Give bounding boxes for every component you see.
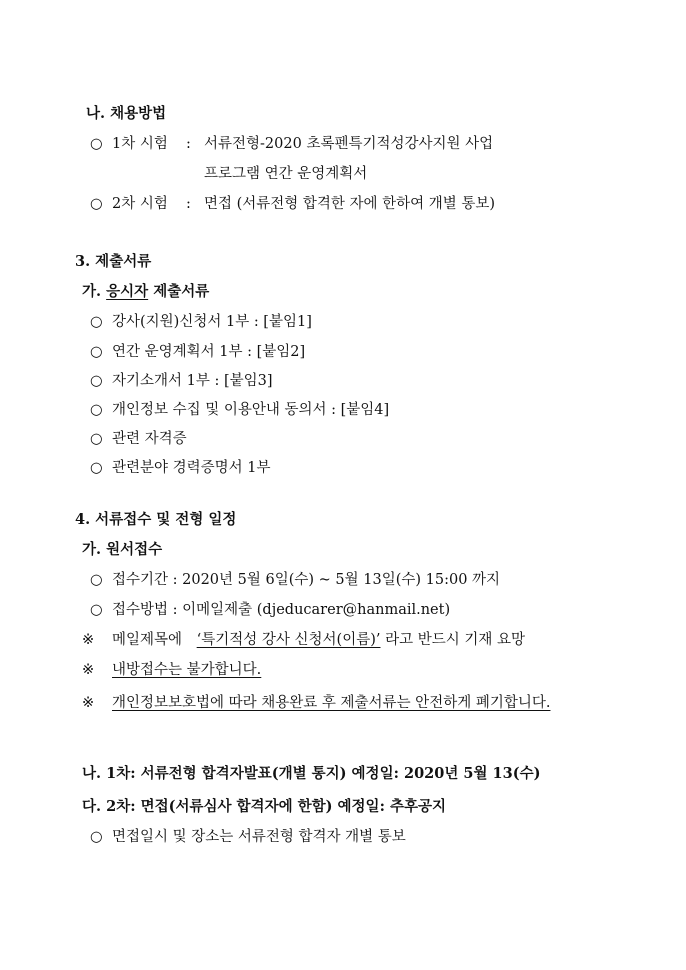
bullet-circle: ○ — [90, 136, 103, 152]
item-text: 자기소개서 1부 : [붙임3] — [112, 373, 273, 389]
bullet-circle: ○ — [90, 402, 103, 418]
item-text: 접수방법 : 이메일제출 (djeducarer@hanmail.net) — [112, 602, 451, 618]
bullet-circle: ○ — [90, 373, 103, 389]
subsection-first-result: 나. 1차: 서류전형 합격자발표(개별 통지) 예정일: 2020년 5월 13(수) — [82, 765, 541, 782]
list-item-interview — [90, 827, 406, 847]
reference-mark: ※ — [82, 695, 95, 711]
subheading-underlined: 응시자 — [106, 283, 149, 300]
item-text: 강사(지원)신청서 1부 : [붙임1] — [112, 314, 312, 330]
subsection-second-interview: 다. 2차: 면접(서류심사 합격자에 한함) 예정일: 추후공지 — [82, 798, 446, 815]
note-privacy — [82, 693, 550, 713]
bullet-circle: ○ — [90, 602, 103, 618]
list-item — [90, 400, 389, 420]
bullet-circle: ○ — [90, 196, 103, 212]
note-no-visit — [82, 660, 261, 680]
bullet-circle: ○ — [90, 344, 103, 360]
subheading-prefix: 가. — [82, 283, 102, 300]
section-heading-schedule: 4. 서류접수 및 전형 일정 — [75, 511, 237, 528]
bullet-circle: ○ — [90, 572, 103, 588]
item-text: 개인정보 수집 및 이용안내 동의서 : [붙임4] — [112, 402, 390, 418]
list-item — [90, 194, 495, 214]
subsection-heading-applicant-documents — [82, 282, 209, 302]
note-text: 내방접수는 불가합니다. — [112, 662, 262, 678]
note-mail-subject — [82, 630, 525, 650]
list-item — [90, 134, 493, 154]
note-text: 개인정보보호법에 따라 채용완료 후 제출서류는 안전하게 폐기합니다. — [112, 695, 551, 711]
reference-mark: ※ — [82, 632, 95, 648]
bullet-circle: ○ — [90, 431, 103, 447]
bullet-circle: ○ — [90, 314, 103, 330]
note-underlined-text: ‘특기적성 강사 신청서(이름)’ — [196, 632, 381, 648]
item-separator: : — [186, 196, 191, 212]
item-text: 접수기간 : 2020년 5월 6일(수) ~ 5월 13일(수) 15:00 까지 — [112, 572, 501, 588]
list-item — [90, 458, 271, 478]
item-text: 관련분야 경력증명서 1부 — [112, 460, 271, 476]
list-item-continuation: 프로그램 연간 운영계획서 — [204, 166, 368, 182]
section-heading-documents: 3. 제출서류 — [75, 253, 152, 270]
list-item-method — [90, 600, 450, 620]
list-item — [90, 312, 312, 332]
item-label: 2차 시험 — [112, 196, 168, 212]
note-text: 메일제목에 — [112, 632, 183, 648]
section-heading-recruitment-method: 나. 채용방법 — [86, 105, 167, 122]
subsection-heading-application: 가. 원서접수 — [82, 541, 163, 558]
subheading-suffix: 제출서류 — [153, 283, 210, 300]
item-text: 서류전형-2020 초록펜특기적성강사지원 사업 — [204, 136, 494, 152]
list-item-period — [90, 570, 500, 590]
item-label: 1차 시험 — [112, 136, 168, 152]
item-separator: : — [186, 136, 191, 152]
item-text: 연간 운영계획서 1부 : [붙임2] — [112, 344, 306, 360]
list-item — [90, 429, 187, 449]
note-text-suffix: 라고 반드시 기재 요망 — [385, 632, 525, 648]
list-item — [90, 342, 305, 362]
bullet-circle: ○ — [90, 829, 103, 845]
reference-mark: ※ — [82, 662, 95, 678]
list-item — [90, 371, 273, 391]
bullet-circle: ○ — [90, 460, 103, 476]
item-text: 면접일시 및 장소는 서류전형 합격자 개별 통보 — [112, 829, 406, 845]
item-text: 관련 자격증 — [112, 431, 187, 447]
item-text: 면접 (서류전형 합격한 자에 한하여 개별 통보) — [204, 196, 496, 212]
